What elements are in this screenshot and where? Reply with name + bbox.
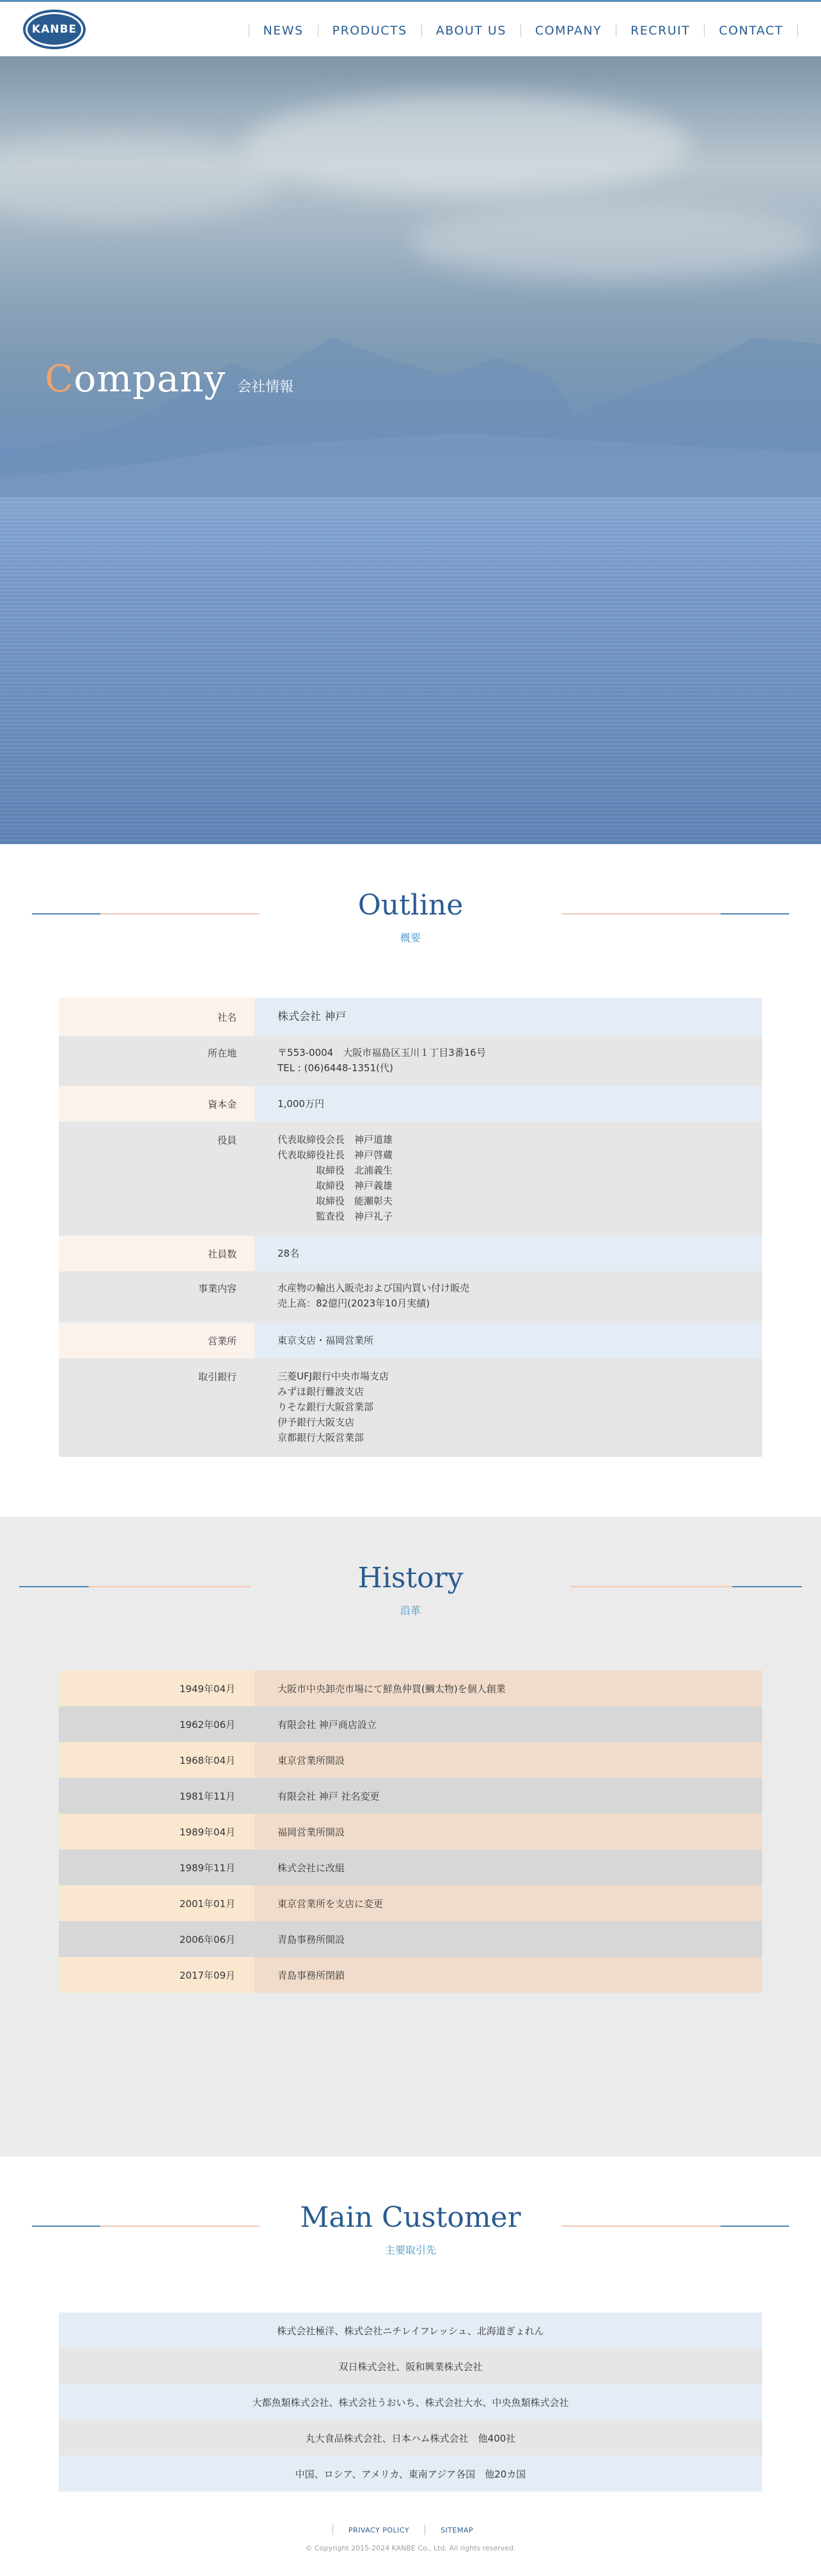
outline-value-line: みずほ銀行難波支店 bbox=[278, 1386, 364, 1397]
history-date: 1962年06月 bbox=[59, 1706, 254, 1742]
logo-text: KANBE bbox=[27, 14, 81, 45]
outline-row bbox=[59, 1271, 762, 1323]
outline-value bbox=[254, 1122, 762, 1236]
outline-value bbox=[254, 1271, 762, 1323]
history-event: 株式会社に改組 bbox=[254, 1850, 762, 1885]
outline-heading bbox=[0, 844, 821, 946]
outline-row bbox=[59, 1323, 762, 1358]
section-subtitle: 概要 bbox=[400, 932, 421, 944]
history-date: 1968年04月 bbox=[59, 1742, 254, 1778]
hero-title-initial: C bbox=[45, 357, 74, 400]
outline-value bbox=[254, 1236, 762, 1271]
nav-news[interactable]: NEWS bbox=[263, 24, 304, 38]
outline-value bbox=[254, 1323, 762, 1358]
history-event: 有限会社 神戸商店設立 bbox=[254, 1706, 762, 1742]
history-row bbox=[59, 1885, 762, 1921]
history-event: 青島事務所開設 bbox=[254, 1921, 762, 1957]
outline-row bbox=[59, 1122, 762, 1236]
outline-value-line: 1,000万円 bbox=[278, 1098, 324, 1110]
customer-row: 丸大食品株式会社、日本ハム株式会社 他400社 bbox=[59, 2420, 762, 2456]
footer-link-privacy-policy[interactable]: PRIVACY POLICY bbox=[348, 2525, 410, 2534]
history-event: 有限会社 神戸 社名変更 bbox=[254, 1778, 762, 1814]
customer-row: 大都魚類株式会社、株式会社うおいち、株式会社大水、中央魚類株式会社 bbox=[59, 2384, 762, 2420]
outline-value-line: 代表取締役社長 神戸啓蔵 bbox=[278, 1149, 393, 1161]
outline-value-line: 京都銀行大阪営業部 bbox=[278, 1432, 364, 1443]
copyright: © Copyright 2015-2024 KANBE Co., Ltd. All rights reserved. bbox=[305, 2544, 516, 2552]
outline-key: 営業所 bbox=[59, 1323, 254, 1358]
outline-value bbox=[254, 1036, 762, 1086]
customer-row: 株式会社極洋、株式会社ニチレイフレッシュ、北海道ぎょれん bbox=[59, 2313, 762, 2348]
customer-table bbox=[59, 2313, 762, 2492]
site-footer bbox=[0, 2515, 821, 2576]
outline-value-line: 売上高：82億円(2023年10月実績) bbox=[278, 1298, 430, 1309]
nav-company[interactable]: COMPANY bbox=[535, 24, 602, 38]
outline-key: 社員数 bbox=[59, 1236, 254, 1271]
history-row bbox=[59, 1706, 762, 1742]
footer-link-sitemap[interactable]: SITEMAP bbox=[441, 2525, 474, 2534]
hero-mountains bbox=[0, 56, 821, 504]
nav-about-us[interactable]: ABOUT US bbox=[435, 24, 506, 38]
outline-row bbox=[59, 998, 762, 1036]
history-date: 1981年11月 bbox=[59, 1778, 254, 1814]
hero-title-rest: ompany bbox=[74, 357, 226, 400]
outline-value bbox=[254, 1086, 762, 1122]
history-row bbox=[59, 1670, 762, 1706]
customer-section bbox=[0, 2156, 821, 2515]
kanbe-logo[interactable] bbox=[23, 10, 86, 49]
outline-key: 役員 bbox=[59, 1122, 254, 1236]
section-title: Main Customer bbox=[300, 2201, 521, 2234]
outline-value bbox=[254, 998, 762, 1036]
outline-value-line: 三菱UFJ銀行中央市場支店 bbox=[278, 1370, 389, 1382]
section-title: Outline bbox=[357, 889, 464, 922]
history-row bbox=[59, 1742, 762, 1778]
nav-divider bbox=[797, 24, 798, 37]
history-table bbox=[59, 1670, 762, 1993]
section-subtitle: 主要取引先 bbox=[384, 2244, 436, 2256]
outline-key: 所在地 bbox=[59, 1036, 254, 1086]
section-subtitle: 沿革 bbox=[400, 1605, 421, 1617]
outline-row bbox=[59, 1086, 762, 1122]
history-date: 2001年01月 bbox=[59, 1885, 254, 1921]
history-row bbox=[59, 1850, 762, 1885]
history-event: 東京営業所を支店に変更 bbox=[254, 1885, 762, 1921]
hero-title bbox=[45, 357, 293, 400]
site-header bbox=[0, 0, 821, 56]
outline-key: 社名 bbox=[59, 998, 254, 1036]
outline-value-line: 監査役 神戸礼子 bbox=[278, 1211, 393, 1222]
history-date: 1989年11月 bbox=[59, 1850, 254, 1885]
hero-subtitle: 会社情報 bbox=[237, 379, 294, 395]
outline-value bbox=[254, 1358, 762, 1457]
footer-links bbox=[0, 2525, 821, 2535]
outline-row bbox=[59, 1236, 762, 1271]
outline-value-line: 株式会社 神戸 bbox=[278, 1010, 347, 1023]
history-date: 1989年04月 bbox=[59, 1814, 254, 1850]
outline-key: 事業内容 bbox=[59, 1271, 254, 1323]
history-event: 福岡営業所開設 bbox=[254, 1814, 762, 1850]
hero-title-main bbox=[45, 357, 226, 400]
history-row bbox=[59, 1814, 762, 1850]
outline-value-line: 水産物の輸出入販売および国内買い付け販売 bbox=[278, 1282, 470, 1294]
customer-row: 中国、ロシア、アメリカ、東南アジア各国 他20カ国 bbox=[59, 2456, 762, 2492]
outline-value-line: 28名 bbox=[278, 1248, 300, 1259]
outline-value-line: 取締役 神戸義雄 bbox=[278, 1180, 393, 1191]
outline-key: 取引銀行 bbox=[59, 1358, 254, 1457]
customer-row: 双日株式会社、阪和興業株式会社 bbox=[59, 2348, 762, 2384]
history-row bbox=[59, 1957, 762, 1993]
outline-value-line: りそな銀行大阪営業部 bbox=[278, 1401, 374, 1413]
outline-value-line: 取締役 北浦義生 bbox=[278, 1165, 393, 1176]
main-nav bbox=[249, 24, 798, 38]
history-event: 大阪市中央卸売市場にて鮮魚仲買(鯛太物)を個人創業 bbox=[254, 1670, 762, 1706]
outline-row bbox=[59, 1358, 762, 1457]
history-event: 東京営業所開設 bbox=[254, 1742, 762, 1778]
history-date: 2017年09月 bbox=[59, 1957, 254, 1993]
outline-key: 資本金 bbox=[59, 1086, 254, 1122]
outline-row bbox=[59, 1036, 762, 1086]
outline-section bbox=[0, 844, 821, 1517]
outline-value-line: 伊予銀行大阪支店 bbox=[278, 1417, 355, 1428]
history-date: 1949年04月 bbox=[59, 1670, 254, 1706]
hero-banner bbox=[0, 56, 821, 844]
history-section bbox=[0, 1517, 821, 2156]
history-row bbox=[59, 1921, 762, 1957]
nav-recruit[interactable]: RECRUIT bbox=[630, 24, 691, 38]
outline-table bbox=[59, 998, 762, 1457]
nav-contact[interactable]: CONTACT bbox=[719, 24, 783, 38]
history-event: 青島事務所閉鎖 bbox=[254, 1957, 762, 1993]
history-date: 2006年06月 bbox=[59, 1921, 254, 1957]
nav-products[interactable]: PRODUCTS bbox=[332, 24, 407, 38]
section-title: History bbox=[357, 1562, 464, 1594]
history-heading bbox=[0, 1517, 821, 1619]
outline-value-line: 〒553-0004 大阪市福島区玉川１丁目3番16号 bbox=[278, 1047, 486, 1058]
outline-value-line: 代表取締役会長 神戸道雄 bbox=[278, 1134, 393, 1145]
hero-water bbox=[0, 498, 821, 844]
history-row bbox=[59, 1778, 762, 1814]
customer-heading bbox=[0, 2156, 821, 2259]
outline-value-line: TEL : (06)6448-1351(代) bbox=[278, 1062, 393, 1074]
outline-value-line: 取締役 能瀬彰夫 bbox=[278, 1195, 393, 1207]
outline-value-line: 東京支店・福岡営業所 bbox=[278, 1335, 374, 1346]
